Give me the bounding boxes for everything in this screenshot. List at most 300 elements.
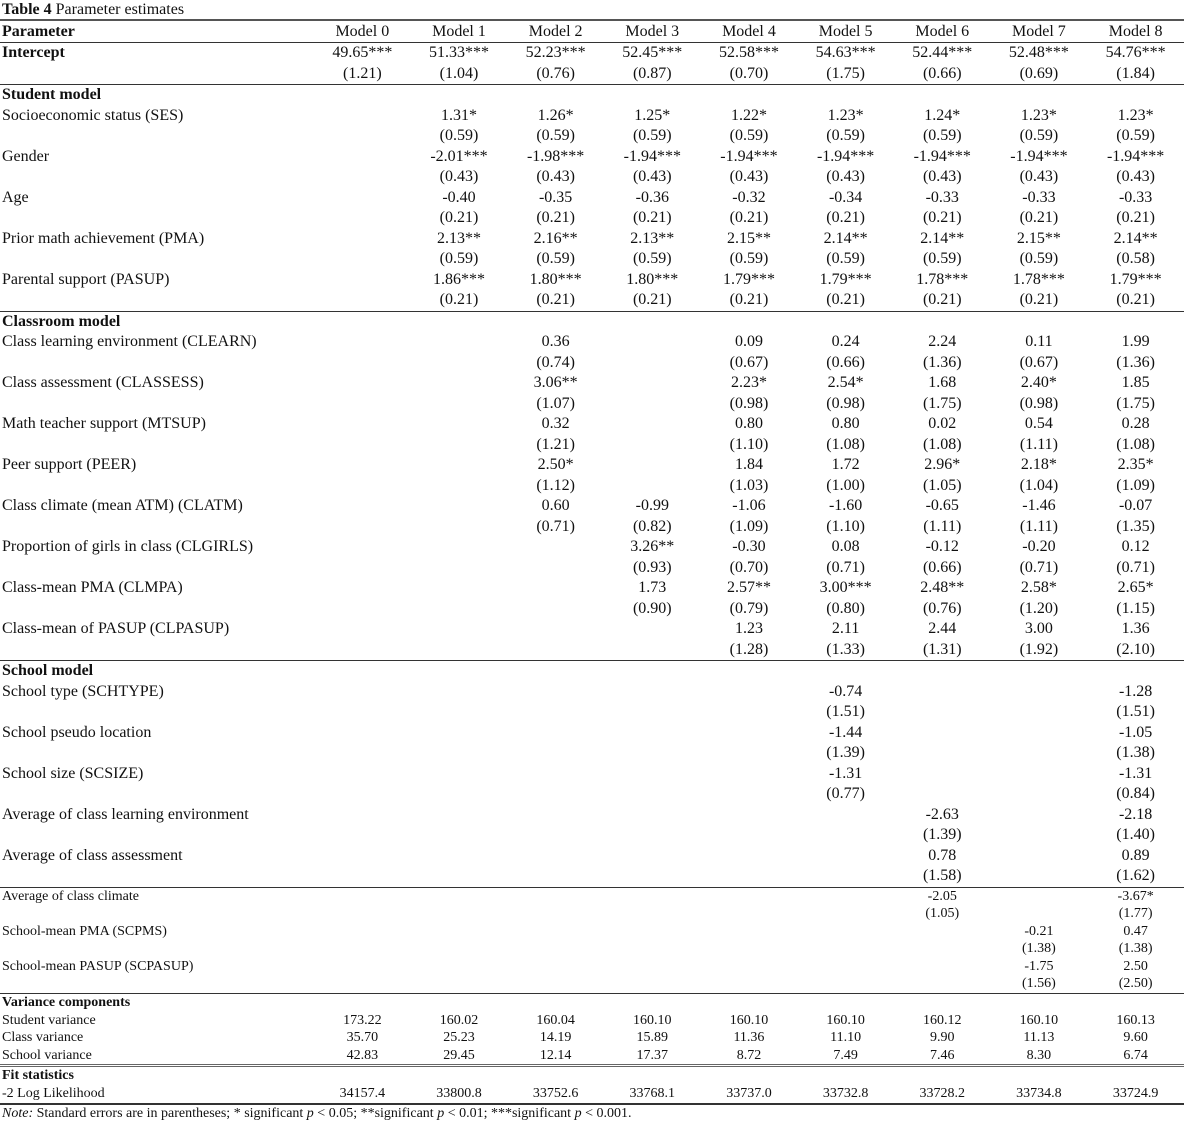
standard-error-cell: (0.98) bbox=[826, 394, 865, 412]
estimate-cell: -0.33 bbox=[1118, 188, 1153, 206]
estimate-cell: 33737.0 bbox=[726, 1086, 772, 1102]
estimate-cell: 1.73 bbox=[638, 579, 667, 596]
standard-error-cell bbox=[604, 905, 701, 923]
standard-error-cell: (0.76) bbox=[922, 599, 962, 617]
estimate-cell bbox=[507, 764, 604, 785]
standard-error-cell: (0.69) bbox=[1019, 64, 1059, 82]
row-label-spacer bbox=[0, 249, 314, 270]
header-model-1: Model 1 bbox=[432, 23, 486, 40]
se-row bbox=[0, 290, 1184, 311]
row-label: Average of class climate bbox=[2, 888, 139, 904]
estimate-cell: -0.74 bbox=[828, 682, 863, 700]
estimate-cell: 3.26** bbox=[630, 538, 675, 555]
standard-error-cell bbox=[507, 940, 604, 958]
estimate-cell bbox=[411, 578, 508, 599]
estimate-cell: 160.04 bbox=[536, 1012, 575, 1028]
section-title: Variance components bbox=[2, 995, 131, 1011]
row-label-spacer bbox=[0, 64, 314, 85]
standard-error-cell: (1.21) bbox=[343, 64, 382, 82]
header-model-8: Model 8 bbox=[1108, 23, 1163, 40]
standard-error-cell: (0.43) bbox=[632, 168, 672, 185]
standard-error-cell bbox=[411, 702, 508, 723]
se-row bbox=[0, 353, 1184, 374]
standard-error-cell bbox=[991, 743, 1088, 764]
standard-error-cell bbox=[604, 866, 701, 887]
estimate-cell: 0.08 bbox=[831, 538, 860, 555]
estimate-cell: 8.72 bbox=[736, 1047, 762, 1063]
standard-error-cell: (2.10) bbox=[1116, 640, 1155, 658]
estimate-cell: -1.60 bbox=[828, 497, 863, 514]
estimate-cell: 0.28 bbox=[1121, 415, 1150, 432]
parameter-estimates-table bbox=[0, 19, 1184, 1104]
standard-error-cell: (0.59) bbox=[632, 127, 672, 144]
standard-error-cell bbox=[314, 940, 411, 958]
standard-error-cell: (0.21) bbox=[826, 209, 865, 226]
estimate-cell: -0.12 bbox=[925, 538, 959, 555]
estimate-cell bbox=[314, 578, 411, 599]
standard-error-cell: (1.75) bbox=[1116, 394, 1155, 412]
table-row bbox=[0, 682, 1184, 703]
estimate-cell: 51.33*** bbox=[428, 44, 489, 61]
estimate-cell: 160.12 bbox=[923, 1012, 962, 1028]
note-text: Standard errors are in parentheses; * significant bbox=[33, 1105, 307, 1121]
estimate-cell bbox=[314, 805, 411, 826]
estimate-cell: 42.83 bbox=[346, 1047, 379, 1063]
estimate-cell bbox=[411, 455, 508, 476]
estimate-cell: -0.07 bbox=[1118, 497, 1153, 514]
estimate-cell: 33752.6 bbox=[532, 1086, 579, 1102]
estimate-cell bbox=[991, 764, 1088, 785]
standard-error-cell bbox=[314, 743, 411, 764]
standard-error-cell: (1.35) bbox=[1116, 517, 1155, 535]
estimate-cell: 2.58* bbox=[1020, 579, 1057, 596]
estimate-cell: 2.13** bbox=[436, 229, 481, 247]
estimate-cell: 160.10 bbox=[1019, 1012, 1059, 1028]
estimate-cell: -0.20 bbox=[1022, 538, 1056, 555]
estimate-cell: -1.98*** bbox=[526, 147, 585, 165]
estimate-cell: 54.76*** bbox=[1105, 44, 1166, 61]
standard-error-cell bbox=[314, 640, 411, 661]
estimate-cell: 33732.8 bbox=[822, 1086, 869, 1102]
se-row bbox=[0, 599, 1184, 620]
estimate-cell bbox=[411, 414, 508, 435]
standard-error-cell: (0.21) bbox=[536, 291, 575, 308]
standard-error-cell: (0.43) bbox=[826, 168, 865, 185]
table-row bbox=[0, 958, 1184, 976]
standard-error-cell bbox=[797, 940, 894, 958]
row-label-spacer bbox=[0, 975, 314, 993]
standard-error-cell: (1.08) bbox=[1116, 435, 1155, 453]
standard-error-cell: (0.74) bbox=[536, 353, 575, 371]
estimate-cell: 14.19 bbox=[539, 1030, 572, 1046]
standard-error-cell: (1.38) bbox=[1022, 941, 1056, 957]
estimate-cell: 1.79*** bbox=[722, 270, 775, 288]
table-row bbox=[0, 846, 1184, 867]
standard-error-cell: (0.82) bbox=[632, 517, 672, 535]
se-row bbox=[0, 64, 1184, 85]
estimate-cell: 33724.9 bbox=[1112, 1086, 1159, 1102]
estimate-cell bbox=[314, 229, 411, 250]
estimate-cell bbox=[507, 619, 604, 640]
estimate-cell: 35.70 bbox=[346, 1030, 379, 1046]
standard-error-cell: (1.36) bbox=[922, 353, 962, 371]
row-label: Student variance bbox=[2, 1012, 96, 1028]
row-label-spacer bbox=[0, 866, 314, 887]
row-label: Class variance bbox=[2, 1030, 84, 1046]
estimate-cell: 160.02 bbox=[439, 1012, 479, 1028]
standard-error-cell: (1.15) bbox=[1116, 599, 1155, 617]
standard-error-cell bbox=[411, 640, 508, 661]
estimate-cell: 2.15** bbox=[726, 229, 771, 247]
table-row bbox=[0, 455, 1184, 476]
se-row bbox=[0, 784, 1184, 805]
table-row bbox=[0, 805, 1184, 826]
table-section bbox=[0, 661, 1184, 888]
estimate-cell bbox=[701, 887, 798, 905]
estimate-cell: 3.00*** bbox=[819, 579, 872, 596]
row-label-spacer bbox=[0, 784, 314, 805]
estimate-cell: -1.05 bbox=[1118, 723, 1153, 741]
header-model-3: Model 3 bbox=[625, 23, 680, 40]
standard-error-cell bbox=[314, 290, 411, 311]
row-label: Parental support (PASUP) bbox=[2, 270, 170, 288]
estimate-cell bbox=[314, 188, 411, 209]
standard-error-cell: (1.51) bbox=[1116, 703, 1155, 720]
estimate-cell bbox=[604, 619, 701, 640]
estimate-cell bbox=[507, 846, 604, 867]
standard-error-cell: (0.84) bbox=[1116, 785, 1155, 802]
standard-error-cell: (0.21) bbox=[826, 291, 865, 308]
table-section bbox=[0, 887, 1184, 994]
estimate-cell bbox=[314, 455, 411, 476]
standard-error-cell: (1.12) bbox=[536, 476, 575, 494]
se-row bbox=[0, 517, 1184, 538]
standard-error-cell: (0.79) bbox=[729, 599, 769, 617]
standard-error-cell: (1.92) bbox=[1019, 640, 1059, 658]
estimate-cell bbox=[411, 958, 508, 976]
table-section bbox=[0, 994, 1184, 1066]
estimate-cell: 1.36 bbox=[1121, 620, 1150, 637]
estimate-cell: -1.44 bbox=[828, 723, 863, 741]
standard-error-cell: (1.28) bbox=[729, 640, 769, 658]
row-label: Gender bbox=[2, 147, 50, 165]
standard-error-cell: (0.59) bbox=[1019, 127, 1059, 144]
estimate-cell bbox=[701, 805, 798, 826]
estimate-cell: 7.49 bbox=[833, 1047, 858, 1063]
table-section bbox=[0, 311, 1184, 661]
standard-error-cell: (1.04) bbox=[439, 64, 479, 82]
estimate-cell: 6.74 bbox=[1123, 1047, 1148, 1063]
row-label: Average of class learning environment bbox=[2, 805, 249, 823]
standard-error-cell bbox=[314, 476, 411, 497]
estimate-cell: 54.63*** bbox=[815, 44, 876, 61]
estimate-cell: -1.75 bbox=[1024, 958, 1054, 974]
standard-error-cell bbox=[411, 517, 508, 538]
row-label: School-mean PASUP (SCPASUP) bbox=[2, 958, 194, 974]
estimate-cell: 1.72 bbox=[831, 456, 860, 473]
table-row bbox=[0, 106, 1184, 127]
estimate-cell: 2.14** bbox=[1113, 229, 1158, 247]
standard-error-cell bbox=[894, 743, 991, 764]
estimate-cell bbox=[314, 106, 411, 127]
estimate-cell: 2.54* bbox=[827, 374, 864, 391]
estimate-cell: 0.24 bbox=[831, 333, 860, 350]
estimate-cell: 2.50* bbox=[537, 456, 574, 473]
estimate-cell: 29.45 bbox=[443, 1047, 475, 1063]
standard-error-cell bbox=[604, 975, 701, 993]
note-label: Note: bbox=[2, 1105, 34, 1121]
estimate-cell: 1.86*** bbox=[432, 270, 485, 288]
estimate-cell: 2.50 bbox=[1123, 958, 1148, 974]
estimate-cell bbox=[604, 805, 701, 826]
header-model-7: Model 7 bbox=[1012, 23, 1066, 40]
row-label-spacer bbox=[0, 702, 314, 723]
standard-error-cell bbox=[314, 394, 411, 415]
estimate-cell: 0.60 bbox=[541, 497, 570, 514]
estimate-cell: 17.37 bbox=[636, 1047, 669, 1063]
standard-error-cell: (1.62) bbox=[1116, 867, 1155, 884]
standard-error-cell: (0.67) bbox=[729, 353, 769, 371]
row-label-spacer bbox=[0, 517, 314, 538]
standard-error-cell: (0.43) bbox=[536, 168, 575, 185]
estimate-cell bbox=[604, 414, 701, 435]
standard-error-cell bbox=[314, 167, 411, 188]
estimate-cell bbox=[411, 332, 508, 353]
standard-error-cell: (1.11) bbox=[923, 517, 962, 535]
estimate-cell bbox=[507, 805, 604, 826]
section-header-row bbox=[0, 994, 1184, 1012]
estimate-cell: 2.11 bbox=[831, 620, 860, 637]
estimate-cell bbox=[314, 537, 411, 558]
standard-error-cell: (0.70) bbox=[729, 64, 769, 82]
estimate-cell: -2.18 bbox=[1118, 805, 1153, 823]
note-text: < 0.001. bbox=[581, 1105, 632, 1121]
standard-error-cell: (0.98) bbox=[729, 394, 769, 412]
table-row bbox=[0, 229, 1184, 250]
estimate-cell: 2.18* bbox=[1020, 456, 1057, 473]
estimate-cell: 2.44 bbox=[928, 620, 957, 637]
estimate-cell: 7.46 bbox=[930, 1047, 955, 1063]
standard-error-cell: (0.71) bbox=[1116, 558, 1155, 576]
estimate-cell bbox=[411, 923, 508, 941]
estimate-cell: 1.80*** bbox=[626, 270, 679, 288]
standard-error-cell bbox=[701, 784, 798, 805]
row-label-spacer bbox=[0, 940, 314, 958]
estimate-cell bbox=[991, 682, 1088, 703]
se-row bbox=[0, 975, 1184, 993]
estimate-cell: -1.31 bbox=[828, 764, 863, 782]
estimate-cell bbox=[991, 805, 1088, 826]
estimate-cell: -0.32 bbox=[732, 188, 766, 206]
note-p: p bbox=[574, 1105, 582, 1121]
row-label: School variance bbox=[2, 1047, 92, 1063]
standard-error-cell: (0.90) bbox=[632, 599, 672, 617]
se-row bbox=[0, 249, 1184, 270]
standard-error-cell bbox=[314, 208, 411, 229]
se-row bbox=[0, 866, 1184, 887]
standard-error-cell: (1.40) bbox=[1116, 826, 1155, 843]
se-row bbox=[0, 640, 1184, 661]
estimate-cell: 1.24* bbox=[924, 106, 961, 124]
standard-error-cell: (1.08) bbox=[826, 435, 865, 453]
estimate-cell: 0.80 bbox=[734, 415, 763, 432]
standard-error-cell: (0.21) bbox=[439, 209, 479, 226]
estimate-cell: -0.30 bbox=[732, 538, 766, 555]
row-label: Socioeconomic status (SES) bbox=[2, 106, 184, 124]
estimate-cell: 1.23 bbox=[734, 620, 763, 637]
estimate-cell bbox=[314, 270, 411, 291]
standard-error-cell: (1.84) bbox=[1116, 64, 1155, 82]
estimate-cell bbox=[797, 958, 894, 976]
table-row bbox=[0, 270, 1184, 291]
row-label: School type (SCHTYPE) bbox=[2, 682, 164, 700]
estimate-cell: 1.23* bbox=[827, 106, 864, 124]
se-row bbox=[0, 126, 1184, 147]
header-model-2: Model 2 bbox=[528, 23, 583, 40]
se-row bbox=[0, 702, 1184, 723]
standard-error-cell: (1.38) bbox=[1116, 744, 1155, 761]
standard-error-cell bbox=[507, 784, 604, 805]
estimate-cell: -1.06 bbox=[732, 497, 766, 514]
estimate-cell: 1.23* bbox=[1020, 106, 1057, 124]
estimate-cell bbox=[314, 723, 411, 744]
table-row bbox=[0, 1012, 1184, 1030]
standard-error-cell: (0.58) bbox=[1116, 250, 1155, 267]
standard-error-cell: (0.59) bbox=[729, 250, 769, 267]
estimate-cell: 1.78*** bbox=[1012, 270, 1065, 288]
row-label-spacer bbox=[0, 208, 314, 229]
standard-error-cell: (1.07) bbox=[536, 394, 575, 412]
estimate-cell: -1.94*** bbox=[1106, 147, 1165, 165]
estimate-cell bbox=[314, 332, 411, 353]
table-row bbox=[0, 723, 1184, 744]
estimate-cell: 15.89 bbox=[636, 1030, 669, 1046]
standard-error-cell bbox=[604, 825, 701, 846]
table-row bbox=[0, 537, 1184, 558]
estimate-cell: 52.44*** bbox=[912, 44, 973, 61]
row-label-spacer bbox=[0, 825, 314, 846]
standard-error-cell bbox=[314, 975, 411, 993]
estimate-cell: 33800.8 bbox=[436, 1086, 482, 1102]
estimate-cell bbox=[314, 496, 411, 517]
estimate-cell: 0.80 bbox=[831, 415, 860, 432]
estimate-cell bbox=[797, 846, 894, 867]
standard-error-cell bbox=[991, 825, 1088, 846]
standard-error-cell bbox=[411, 975, 508, 993]
estimate-cell: 52.58*** bbox=[718, 44, 779, 61]
estimate-cell bbox=[797, 923, 894, 941]
standard-error-cell bbox=[604, 353, 701, 374]
se-row bbox=[0, 825, 1184, 846]
standard-error-cell bbox=[701, 866, 798, 887]
estimate-cell bbox=[314, 619, 411, 640]
standard-error-cell: (0.21) bbox=[439, 291, 479, 308]
estimate-cell: 1.78*** bbox=[916, 270, 969, 288]
estimate-cell bbox=[701, 958, 798, 976]
standard-error-cell bbox=[991, 866, 1088, 887]
standard-error-cell bbox=[507, 866, 604, 887]
standard-error-cell bbox=[314, 435, 411, 456]
estimate-cell bbox=[411, 887, 508, 905]
estimate-cell bbox=[411, 723, 508, 744]
standard-error-cell: (1.56) bbox=[1022, 976, 1056, 992]
estimate-cell bbox=[314, 414, 411, 435]
standard-error-cell: (0.21) bbox=[1019, 291, 1059, 308]
estimate-cell: 2.16** bbox=[533, 229, 578, 247]
estimate-cell: -0.65 bbox=[925, 497, 959, 514]
estimate-cell bbox=[314, 682, 411, 703]
standard-error-cell: (0.77) bbox=[826, 785, 865, 802]
standard-error-cell bbox=[507, 702, 604, 723]
standard-error-cell: (1.39) bbox=[922, 826, 962, 843]
standard-error-cell: (0.70) bbox=[729, 558, 769, 576]
standard-error-cell bbox=[604, 476, 701, 497]
standard-error-cell: (0.93) bbox=[632, 558, 672, 576]
section-title: School model bbox=[2, 662, 94, 679]
standard-error-cell bbox=[991, 702, 1088, 723]
estimate-cell: 1.68 bbox=[928, 374, 957, 391]
estimate-cell bbox=[411, 682, 508, 703]
row-label-spacer bbox=[0, 743, 314, 764]
standard-error-cell bbox=[797, 975, 894, 993]
estimate-cell: -1.94*** bbox=[913, 147, 971, 165]
standard-error-cell bbox=[314, 866, 411, 887]
estimate-cell bbox=[507, 578, 604, 599]
estimate-cell: 9.60 bbox=[1123, 1030, 1148, 1046]
se-row bbox=[0, 435, 1184, 456]
se-row bbox=[0, 208, 1184, 229]
standard-error-cell: (1.00) bbox=[826, 476, 865, 494]
standard-error-cell bbox=[411, 353, 508, 374]
estimate-cell bbox=[701, 723, 798, 744]
estimate-cell: 34157.4 bbox=[339, 1086, 386, 1102]
standard-error-cell: (0.98) bbox=[1019, 394, 1059, 412]
estimate-cell bbox=[411, 805, 508, 826]
table-header bbox=[0, 20, 1184, 43]
estimate-cell: -0.33 bbox=[1022, 188, 1056, 206]
estimate-cell: 0.36 bbox=[541, 333, 570, 350]
estimate-cell: 2.65* bbox=[1117, 579, 1154, 596]
standard-error-cell: (0.59) bbox=[439, 250, 479, 267]
estimate-cell bbox=[411, 537, 508, 558]
estimate-cell bbox=[314, 923, 411, 941]
standard-error-cell: (0.59) bbox=[632, 250, 672, 267]
standard-error-cell: (1.09) bbox=[1116, 476, 1155, 494]
estimate-cell: 52.48*** bbox=[1008, 44, 1069, 61]
row-label: Class-mean PMA (CLMPA) bbox=[2, 579, 183, 596]
row-label: Age bbox=[2, 188, 29, 206]
header-model-5: Model 5 bbox=[818, 23, 873, 40]
standard-error-cell: (0.67) bbox=[1019, 353, 1059, 371]
estimate-cell: 11.13 bbox=[1023, 1030, 1055, 1046]
note-text: < 0.05; **significant bbox=[313, 1105, 438, 1121]
estimate-cell bbox=[701, 923, 798, 941]
standard-error-cell bbox=[797, 905, 894, 923]
standard-error-cell bbox=[797, 866, 894, 887]
estimate-cell bbox=[411, 764, 508, 785]
estimate-cell bbox=[411, 373, 508, 394]
standard-error-cell bbox=[314, 702, 411, 723]
standard-error-cell: (0.21) bbox=[1019, 209, 1059, 226]
standard-error-cell bbox=[797, 825, 894, 846]
standard-error-cell: (1.75) bbox=[826, 64, 865, 82]
estimate-cell: 0.12 bbox=[1121, 538, 1150, 555]
standard-error-cell bbox=[701, 905, 798, 923]
standard-error-cell: (1.31) bbox=[922, 640, 962, 658]
estimate-cell: -0.40 bbox=[442, 188, 476, 206]
estimate-cell: -1.94*** bbox=[623, 147, 681, 165]
row-label: School-mean PMA (SCPMS) bbox=[2, 923, 167, 939]
